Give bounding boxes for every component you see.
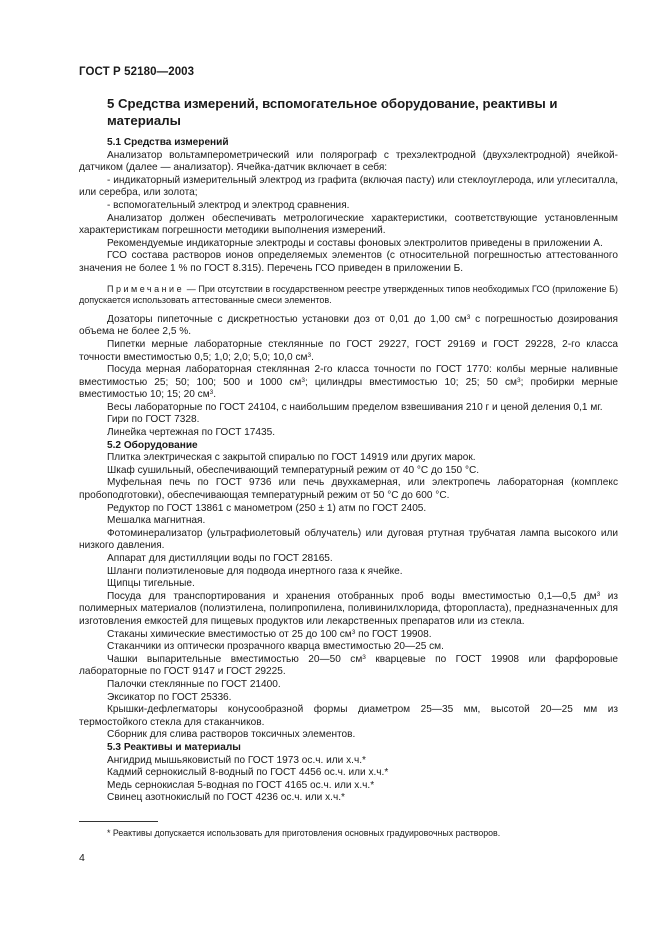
paragraph [79, 314, 618, 339]
paragraph: Сборник для слива растворов токсичных элементов. [107, 729, 356, 741]
paragraph: Анализатор должен обеспечивать метрологические характеристики, соответствующие установленным характеристикам погрешности методики выполнения измерений. [79, 212, 618, 237]
subsection-title-5-3: 5.3 Реактивы и материалы [107, 741, 241, 753]
text: Пипетки мерные лабораторные стеклянные по ГОСТ 29227, ГОСТ 29169 и ГОСТ 29228, 2-го класса точности вместимостью 0,5; 1,0; 2,0; 5,0; 10,0 см [79, 338, 618, 363]
text: Посуда мерная лабораторная стеклянная 2-го класса точности по ГОСТ 1770: колбы мерные наливные вместимостью 25; 50; 100; 500 и 1000 см [79, 364, 618, 388]
paragraph: Мешалка магнитная. [107, 515, 206, 527]
paragraph [79, 654, 618, 679]
note-text: — При отсутствии в государственном реестре утвержденных типов необходимых ГСО (приложение Б) допускается использовать аттестованные смеси элементов. [79, 283, 618, 306]
paragraph: Рекомендуемые индикаторные электроды и составы фоновых электролитов приведены в приложении А. [107, 237, 603, 249]
list-item: - индикаторный измерительный электрод из графита (включая пасту) или стеклоуглерода, или углеситалла, или серебра, или золота; [79, 174, 618, 199]
page-number: 4 [79, 852, 85, 864]
paragraph: Кадмий сернокислый 8-водный по ГОСТ 4456 ос.ч. или х.ч.* [107, 767, 389, 779]
superscript: 3 [517, 376, 521, 384]
paragraph: Плитка электрическая с закрытой спиралью по ГОСТ 14919 или других марок. [107, 452, 476, 464]
note-label: Примечание [107, 283, 185, 294]
superscript: 3 [351, 628, 356, 636]
text: . [213, 389, 217, 401]
document-header: ГОСТ Р 52180—2003 [79, 66, 195, 78]
paragraph [79, 339, 618, 364]
superscript: 3 [466, 313, 471, 321]
paragraph [79, 629, 618, 642]
subsection-title-5-2: 5.2 Оборудование [107, 439, 198, 451]
superscript: 3 [301, 376, 305, 384]
paragraph: ГСО состава растворов ионов определяемых элементов (с относительной погрешностью аттестованного значения не более 1 % по ГОСТ 8.315). Перечень ГСО приведен в приложении Б. [79, 250, 618, 274]
paragraph: Шланги полиэтиленовые для подвода инертного газа к ячейке. [107, 565, 403, 577]
paragraph: Анализатор вольтамперометрический или полярограф с трехэлектродной (двухэлектродной) ячейкой-датчиком (далее — анализатор). Ячейка-датчик включает в себя: [79, 149, 618, 174]
paragraph: Муфельная печь по ГОСТ 9736 или печь двухкамерная, или электропечь лабораторная (комплекс пробоподготовки), обеспечивающая температурный режим от 50 °С до 600 °С. [79, 477, 618, 502]
paragraph: Шкаф сушильный, обеспечивающий температурный режим от 40 °С до 150 °С. [107, 464, 480, 476]
text: Дозаторы пипеточные с дискретностью установки доз от 0,01 до 1,00 см [107, 313, 467, 325]
note [79, 284, 618, 307]
text: кварцевые по ГОСТ 19908 или фарфоровые лабораторные по ГОСТ 9147 и ГОСТ 29225. [79, 653, 618, 678]
paragraph: Аппарат для дистилляции воды по ГОСТ 28165. [107, 553, 333, 564]
superscript: 3 [209, 389, 214, 397]
paragraph: Фотоминерализатор (ультрафиолетовый облучатель) или дуговая ртутная трубчатая лампа высокого или низкого давления. [79, 527, 618, 552]
paragraph [79, 591, 618, 629]
paragraph: Свинец азотнокислый по ГОСТ 4236 ос.ч. или х.ч.* [107, 792, 345, 804]
paragraph: Стаканчики из оптически прозрачного кварца вместимостью 20—25 см. [107, 641, 444, 653]
superscript: 3 [362, 653, 366, 661]
superscript: 3 [596, 590, 601, 598]
footnote: * Реактивы допускается использовать для приготовления основных градуировочных растворов. [107, 828, 501, 838]
paragraph: Весы лабораторные по ГОСТ 24104, с наибольшим пределом взвешивания 210 г и ценой деления 0,1 мг. [107, 401, 603, 413]
text: . [311, 351, 314, 363]
paragraph: Ангидрид мышьяковистый по ГОСТ 1973 ос.ч. или х.ч.* [107, 754, 366, 766]
text: с погрешностью дозирования объема не более 2,5 %. [79, 313, 618, 338]
paragraph: Крышки-дефлегматоры конусообразной формы диаметром 25—35 мм, высотой 20—25 мм из термостойкого стекла для стаканчиков. [79, 704, 618, 728]
body-text [79, 137, 618, 805]
text: Посуда для транспортирования и хранения отобранных проб воды вместимостью 0,1—0,5 дм [107, 590, 597, 602]
paragraph: Редуктор по ГОСТ 13861 с манометром (250 ± 1) атм по ГОСТ 2405. [107, 502, 427, 514]
paragraph: Щипцы тигельные. [107, 578, 195, 590]
paragraph: Эксикатор по ГОСТ 25336. [107, 691, 232, 703]
section-title: 5 Средства измерений, вспомогательное оборудование, реактивы и материалы [107, 96, 558, 128]
text: по ГОСТ 19908. [355, 628, 432, 640]
text: ; цилиндры вместимостью 10; 25; 50 см [304, 376, 517, 388]
list-item: - вспомогательный электрод и электрод сравнения. [107, 199, 350, 211]
text: Стаканы химические вместимостью от 25 до 100 см [107, 628, 352, 640]
paragraph: Палочки стеклянные по ГОСТ 21400. [107, 678, 281, 690]
superscript: 3 [307, 351, 312, 359]
footnote-divider [79, 821, 158, 822]
paragraph: Линейка чертежная по ГОСТ 17435. [107, 427, 276, 439]
paragraph [79, 364, 618, 402]
paragraph: Гири по ГОСТ 7328. [107, 414, 200, 426]
text: ; пробирки мерные вместимостью 10; 15; 20 см [79, 376, 618, 401]
subsection-title-5-1: 5.1 Средства измерений [107, 137, 229, 148]
text: из полимерных материалов (полиэтилена, полипропилена, поливинилхлорида, фторопласта), предназначенных для изготовления емкостей для пищевых продуктов или лекарственных препаратов или из стекла. [79, 590, 618, 627]
text: Чашки выпарительные вместимостью 20—50 см [107, 653, 363, 665]
paragraph: Медь сернокислая 5-водная по ГОСТ 4165 ос.ч. или х.ч.* [107, 779, 375, 791]
